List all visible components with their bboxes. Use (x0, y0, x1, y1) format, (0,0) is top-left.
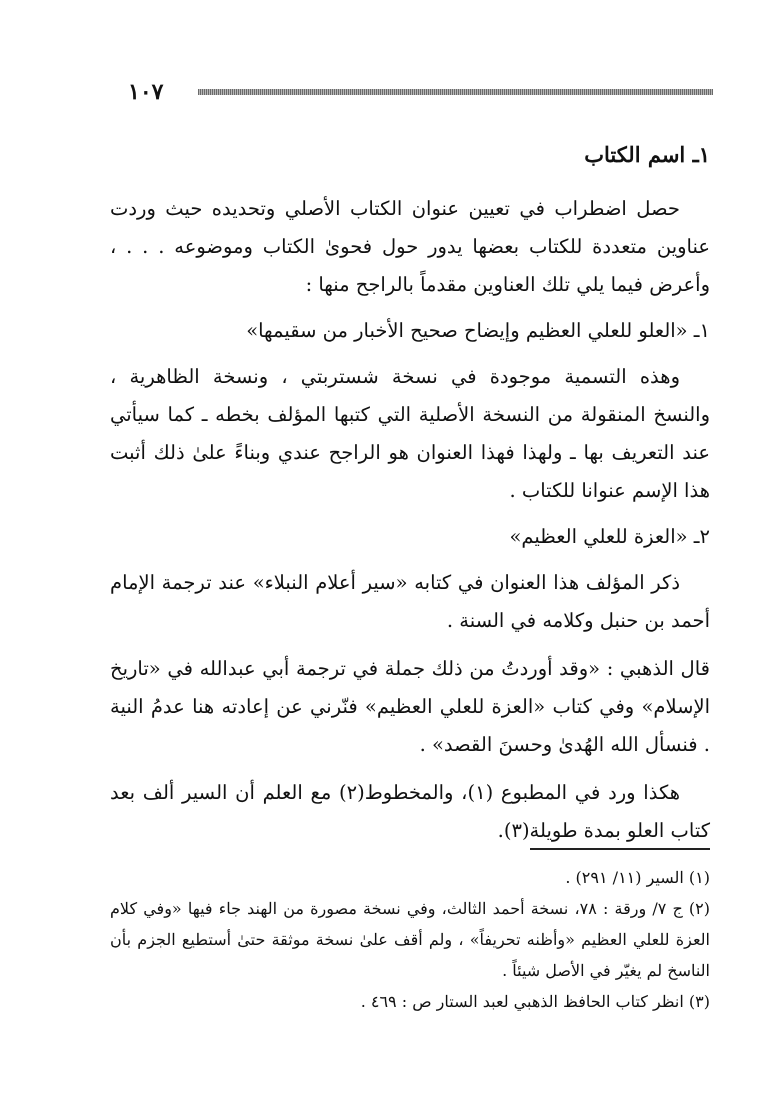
main-text (110, 128, 710, 850)
spacer (110, 640, 710, 650)
footnote-rule (530, 848, 710, 850)
spacer (110, 764, 710, 774)
title-option-1-heading: ١ـ «العلو للعلي العظيم وإيضاح صحيح الأخبار من سقيمها» (246, 319, 710, 342)
dhahabi-quote: قال الذهبي : «وقد أوردتُ من ذلك جملة في ترجمة أبي عبدالله في «تاريخ الإسلام» وفي كتاب «العزة للعلي العظيم» فنّرني عن إعادته هنا عدمُ النية . فنسأل الله الهُدىٰ وحسنَ القصد» . (110, 657, 710, 756)
title-option-2-body: ذكر المؤلف هذا العنوان في كتابه «سير أعلام النبلاء» عند ترجمة الإمام أحمد بن حنبل وكلامه في السنة . (110, 571, 710, 632)
closing-paragraph: هكذا ورد في المطبوع (١)، والمخطوط(٢) مع العلم أن السير ألف بعد كتاب العلو بمدة طويلة(٣). (110, 781, 710, 842)
footnote-2: (٢) ج ٧/ ورقة : ٧٨، نسخة أحمد الثالث، وفي نسخة مصورة من الهند جاء فيها «وفي كلام العزة للعلي العظيم «وأظنه تحريفاً» ، ولم أقف علىٰ نسخة موثقة حتىٰ أستطيع الجزم بأن الناسخ لم يغيّر في الأصل شيئاً . (110, 899, 711, 980)
footnotes (110, 848, 710, 1017)
section-title: ١ـ اسم الكتاب (584, 142, 710, 167)
title-option-2-heading: ٢ـ «العزة للعلي العظيم» (509, 525, 710, 548)
page-header (128, 80, 713, 104)
footnote-3: (٣) انظر كتاب الحافظ الذهبي لعبد الستار ص : ٤٦٩ . (360, 992, 710, 1011)
page-number: ١٠٧ (128, 79, 164, 105)
header-rule (198, 89, 713, 95)
footnote-1: (١) السير (١١/ ٢٩١) . (565, 868, 710, 887)
title-option-1-body: وهذه التسمية موجودة في نسخة شستربتي ، ونسخة الظاهرية ، والنسخ المنقولة من النسخة الأصلية التي كتبها المؤلف بخطه ـ كما سيأتي عند التعريف بها ـ ولهذا فهذا العنوان هو الراجح عندي وبناءً علىٰ ذلك أثبت هذا الإسم عنوانا للكتاب . (110, 365, 710, 502)
intro-paragraph: حصل اضطراب في تعيين عنوان الكتاب الأصلي وتحديده حيث وردت عناوين متعددة للكتاب بعضها يدور حول فحوىٰ الكتاب وموضوعه . . . ، وأعرض فيما يلي تلك العناوين مقدماً بالراجح منها : (110, 197, 710, 296)
